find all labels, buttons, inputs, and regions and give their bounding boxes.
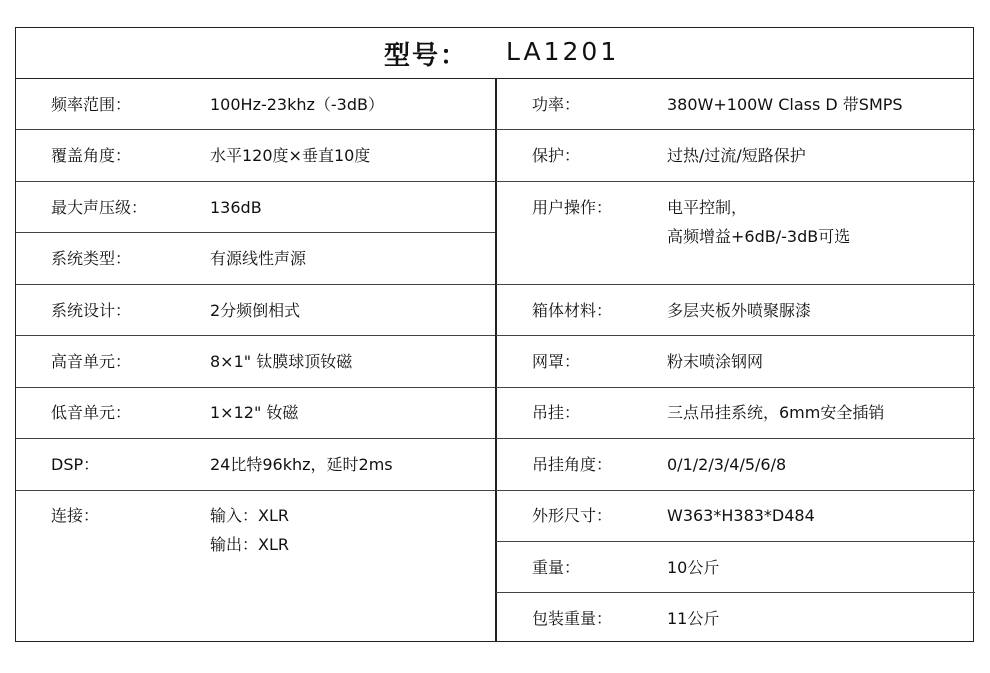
spec-value-line: 输出：XLR bbox=[210, 535, 289, 554]
row-divider bbox=[496, 541, 975, 542]
row-divider bbox=[16, 232, 495, 233]
spec-label: DSP： bbox=[51, 455, 100, 474]
spec-value: 粉末喷涂钢网 bbox=[667, 352, 764, 371]
spec-value: 三点吊挂系统，6mm安全插销 bbox=[667, 403, 885, 422]
spec-label: 吊挂角度： bbox=[532, 455, 613, 474]
spec-value: 有源线性声源 bbox=[210, 249, 307, 268]
row-divider bbox=[16, 490, 495, 491]
row-divider bbox=[496, 592, 975, 593]
spec-label: 网罩： bbox=[532, 352, 581, 371]
spec-label: 系统类型： bbox=[51, 249, 132, 268]
model-label: 型号： bbox=[384, 41, 469, 71]
spec-value-line: 输入：XLR bbox=[210, 506, 289, 525]
spec-label: 连接： bbox=[51, 506, 100, 525]
row-divider bbox=[16, 284, 495, 285]
row-divider bbox=[496, 438, 975, 439]
spec-value: 过热/过流/短路保护 bbox=[667, 146, 806, 165]
column-divider bbox=[495, 79, 497, 642]
spec-value: 水平120度×垂直10度 bbox=[210, 146, 371, 165]
spec-value: W363*H383*D484 bbox=[667, 506, 815, 525]
row-divider bbox=[496, 387, 975, 388]
spec-label: 箱体材料： bbox=[532, 301, 613, 320]
spec-value: 100Hz-23khz（-3dB） bbox=[210, 95, 384, 114]
row-divider bbox=[496, 490, 975, 491]
spec-label: 吊挂： bbox=[532, 403, 581, 422]
spec-label: 包装重量： bbox=[532, 609, 613, 628]
spec-label: 低音单元： bbox=[51, 403, 132, 422]
spec-value: 10公斤 bbox=[667, 558, 720, 577]
row-divider bbox=[496, 335, 975, 336]
spec-value: 2分频倒相式 bbox=[210, 301, 301, 320]
spec-label: 系统设计： bbox=[51, 301, 132, 320]
model-number: LA1201 bbox=[506, 37, 620, 66]
spec-label: 重量： bbox=[532, 558, 581, 577]
spec-value: 136dB bbox=[210, 198, 262, 217]
row-divider bbox=[16, 335, 495, 336]
spec-value: 11公斤 bbox=[667, 609, 720, 628]
spec-value: 380W+100W Class D 带SMPS bbox=[667, 95, 903, 114]
spec-label: 最大声压级： bbox=[51, 198, 148, 217]
row-divider bbox=[16, 129, 495, 130]
spec-label: 覆盖角度： bbox=[51, 146, 132, 165]
spec-value-line: 高频增益+6dB/-3dB可选 bbox=[667, 227, 851, 246]
spec-value: 0/1/2/3/4/5/6/8 bbox=[667, 455, 787, 474]
spec-label: 外形尺寸： bbox=[532, 506, 613, 525]
title-row bbox=[16, 28, 973, 79]
row-divider bbox=[496, 181, 975, 182]
spec-label: 高音单元： bbox=[51, 352, 132, 371]
spec-value: 8×1" 钛膜球顶钕磁 bbox=[210, 352, 353, 371]
row-divider bbox=[16, 181, 495, 182]
row-divider bbox=[16, 438, 495, 439]
spec-label: 用户操作： bbox=[532, 198, 613, 217]
row-divider bbox=[496, 284, 975, 285]
spec-label: 频率范围： bbox=[51, 95, 132, 114]
row-divider bbox=[16, 387, 495, 388]
spec-value-line: 电平控制， bbox=[667, 198, 748, 217]
spec-table bbox=[15, 27, 974, 642]
spec-value: 1×12" 钕磁 bbox=[210, 403, 299, 422]
spec-value: 多层夹板外喷聚脲漆 bbox=[667, 301, 812, 320]
row-divider bbox=[496, 129, 975, 130]
spec-value: 24比特96khz，延时2ms bbox=[210, 455, 393, 474]
spec-label: 保护： bbox=[532, 146, 581, 165]
spec-label: 功率： bbox=[532, 95, 581, 114]
